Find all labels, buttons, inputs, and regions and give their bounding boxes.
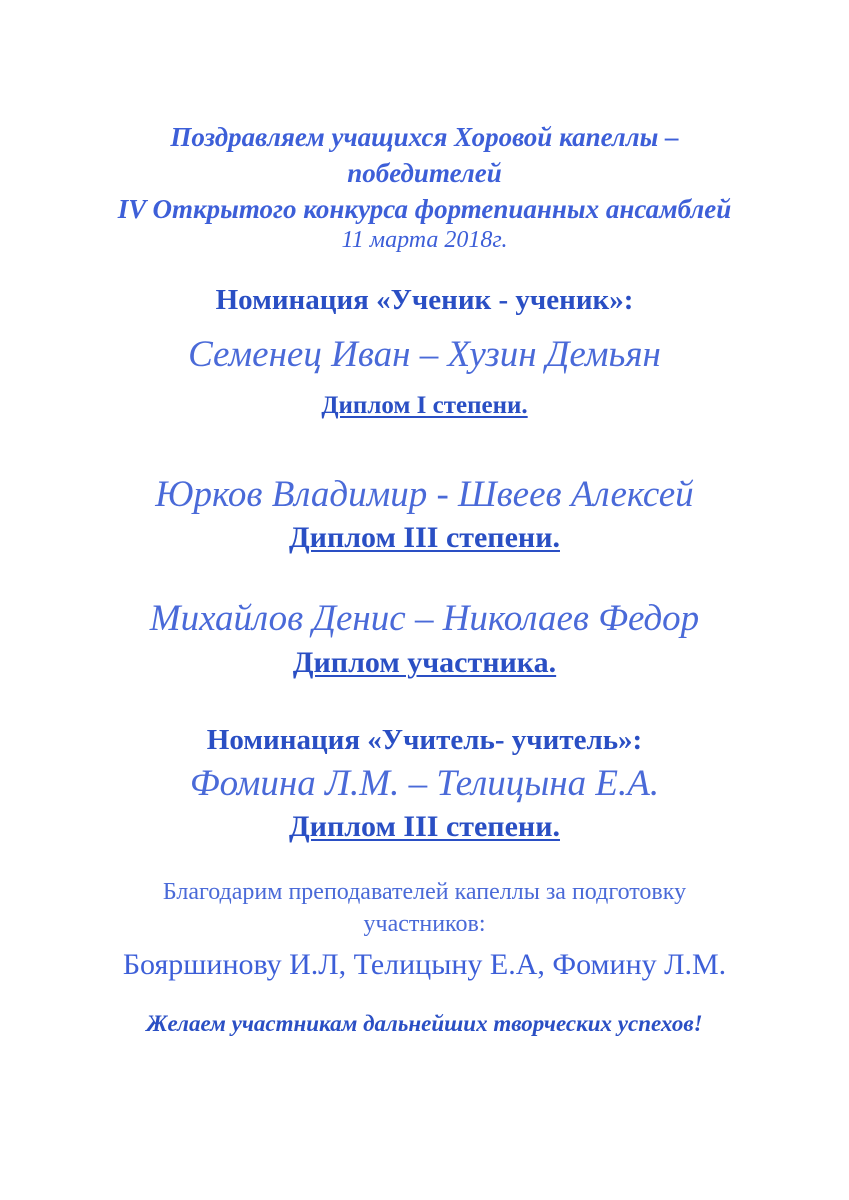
entry-award-3: Диплом участника. [292,646,557,679]
entry-award-1: Диплом I степени. [321,392,528,419]
header-line-2: победителей [347,158,502,188]
entry-award-2: Диплом III степени. [289,521,560,554]
entry-names-2: Юрков Владимир - Швеев Алексей [155,474,694,515]
nomination-student-title: Номинация «Ученик - ученик»: [215,284,634,316]
entry-names-3: Михайлов Денис – Николаев Федор [149,598,700,639]
entry-names-1: Семенец Иван – Хузин Демьян [188,334,661,375]
header-line-3: IV Открытого конкурса фортепианных ансамблей [117,194,732,224]
nomination-teacher-title: Номинация «Учитель- учитель»: [206,724,643,756]
entry-award-4: Диплом III степени. [289,810,560,843]
thanks-line-2: участников: [363,911,486,937]
closing-wish: Желаем участникам дальнейших творческих успехов! [146,1011,703,1036]
thanks-teachers: Бояршинову И.Л, Телицыну Е.А, Фомину Л.М. [122,948,727,981]
entry-names-4: Фомина Л.М. – Телицына Е.А. [189,763,660,804]
header-line-1: Поздравляем учащихся Хоровой капеллы – [170,122,679,152]
thanks-line-1: Благодарим преподавателей капеллы за подготовку [162,879,687,905]
header-date: 11 марта 2018г. [341,227,508,253]
